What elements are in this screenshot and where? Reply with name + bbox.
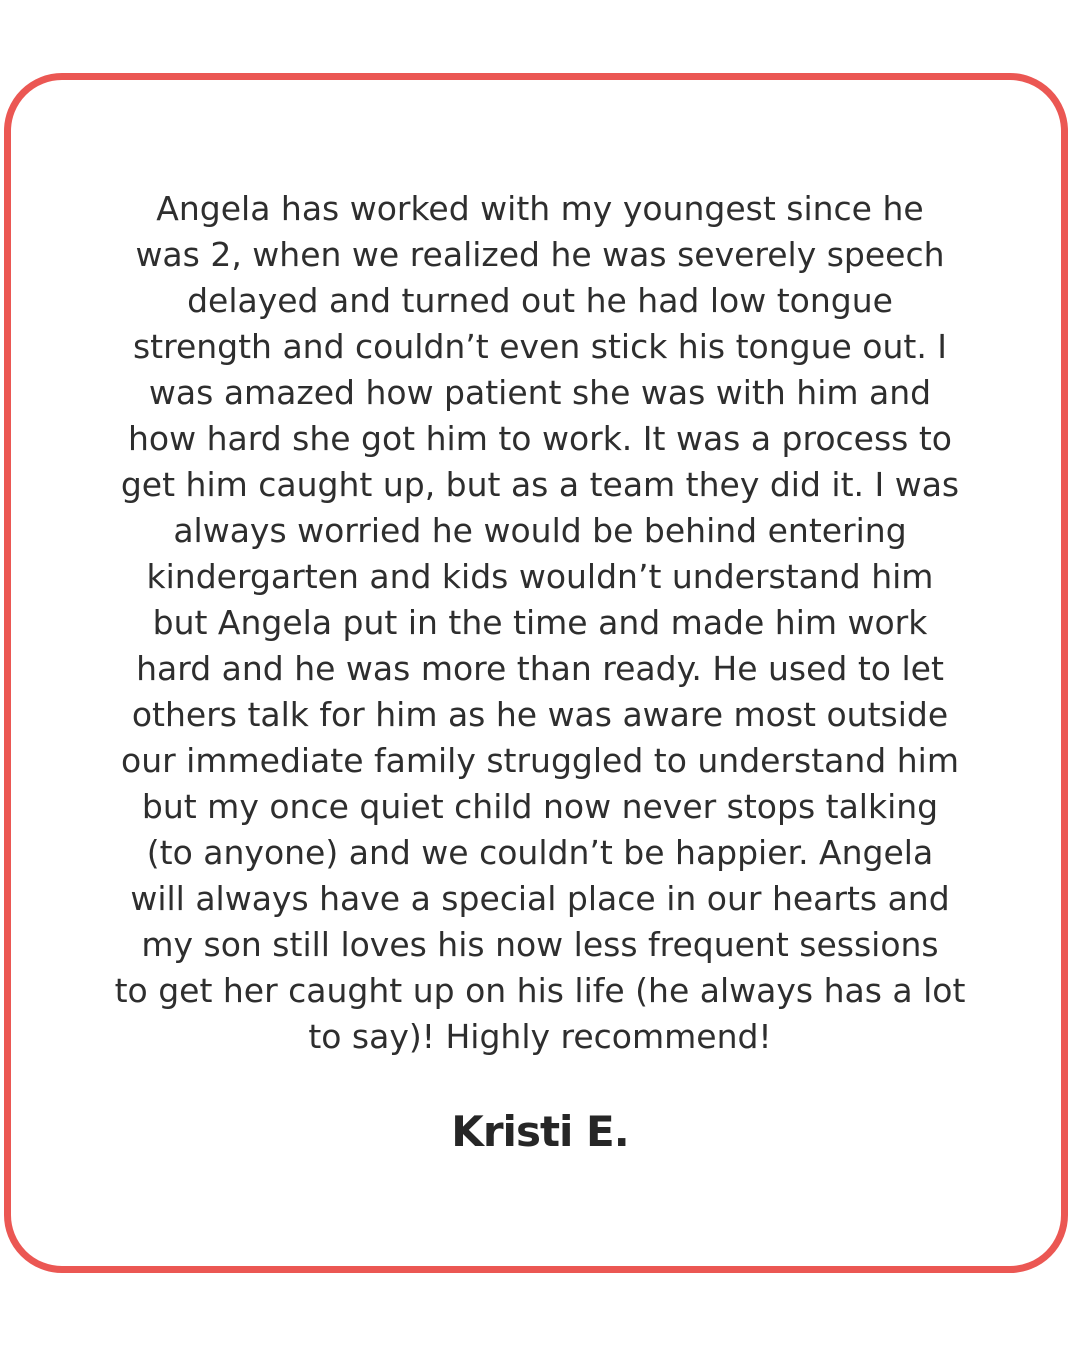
quote-line: was 2, when we realized he was severely speech: [135, 235, 945, 274]
quote-line: my son still loves his now less frequent sessions: [141, 925, 939, 964]
quote-line: will always have a special place in our hearts and: [130, 879, 950, 918]
testimonial-quote: [105, 186, 975, 1060]
quote-line: (to anyone) and we couldn’t be happier. Angela: [146, 833, 934, 872]
quote-line: was amazed how patient she was with him and: [148, 373, 932, 412]
testimonial-author: Kristi E.: [451, 1107, 629, 1156]
quote-line: get him caught up, but as a team they did it. I was: [120, 465, 960, 504]
quote-line: hard and he was more than ready. He used to let: [136, 649, 944, 688]
quote-line: to get her caught up on his life (he always has a lot: [114, 971, 966, 1010]
quote-line: kindergarten and kids wouldn’t understand him: [146, 557, 934, 596]
quote-line: always worried he would be behind entering: [173, 511, 907, 550]
quote-line: our immediate family struggled to understand him: [121, 741, 959, 780]
quote-line: but my once quiet child now never stops talking: [141, 787, 939, 826]
quote-line: to say)! Highly recommend!: [308, 1017, 772, 1056]
quote-line: others talk for him as he was aware most outside: [131, 695, 949, 734]
quote-line: strength and couldn’t even stick his tongue out. I: [132, 327, 948, 366]
quote-line: Angela has worked with my youngest since he: [156, 189, 924, 228]
quote-line: but Angela put in the time and made him work: [152, 603, 928, 642]
quote-line: delayed and turned out he had low tongue: [187, 281, 893, 320]
quote-line: how hard she got him to work. It was a process to: [128, 419, 952, 458]
